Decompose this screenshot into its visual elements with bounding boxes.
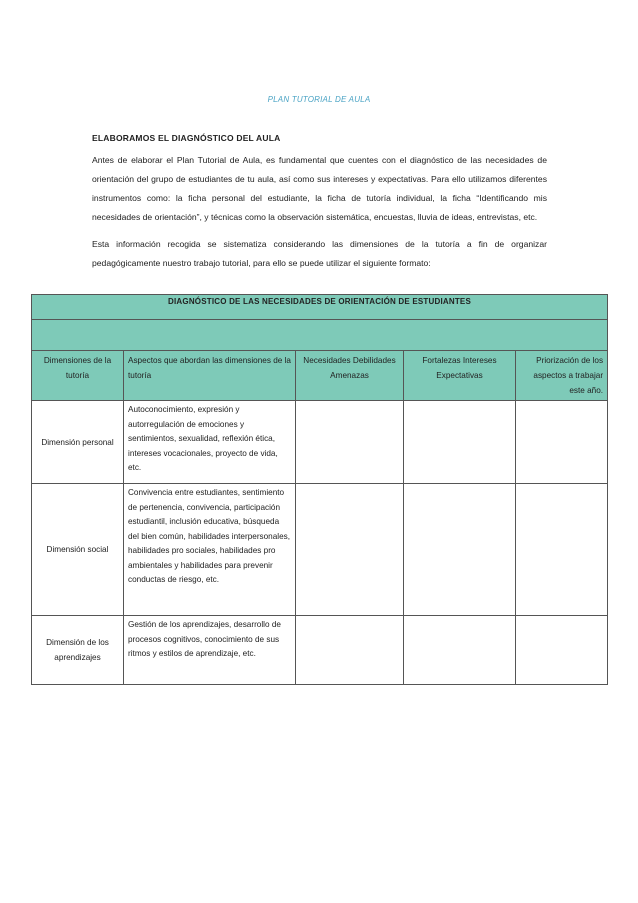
dimension-cell: Dimensión personal [32, 401, 124, 484]
format-paragraph: Esta información recogida se sistematiza considerando las dimensiones de la tutoría a fin de organizar pedagógicamente nuestro trabajo tutorial, para ello se puede utilizar el siguiente formato: [92, 239, 547, 268]
table-title: DIAGNÓSTICO DE LAS NECESIDADES DE ORIENTACIÓN DE ESTUDIANTES [32, 295, 608, 320]
table-row [32, 401, 608, 484]
aspects-cell: Autoconocimiento, expresión y autorregulación de emociones y sentimientos, sexualidad, reflexión ética, intereses vocacionales, proyecto de vida, etc. [124, 401, 296, 484]
table-blank-row [32, 320, 608, 351]
table-blank-cell [32, 320, 608, 351]
header-dimensions: Dimensiones de la tutoría [32, 351, 124, 401]
strengths-cell [404, 616, 516, 685]
strengths-cell [404, 484, 516, 616]
diagnostic-table [31, 294, 608, 685]
table-row [32, 616, 608, 685]
dimension-cell: Dimensión social [32, 484, 124, 616]
page-header-title: PLAN TUTORIAL DE AULA [267, 95, 371, 104]
needs-cell [296, 484, 404, 616]
priority-cell [516, 484, 608, 616]
priority-cell [516, 616, 608, 685]
header-strengths: Fortalezas Intereses Expectativas [404, 351, 516, 401]
needs-cell [296, 401, 404, 484]
header-aspects: Aspectos que abordan las dimensiones de la tutoría [124, 351, 296, 401]
dimension-cell: Dimensión de los aprendizajes [32, 616, 124, 685]
strengths-cell [404, 401, 516, 484]
aspects-cell: Convivencia entre estudiantes, sentimiento de pertenencia, convivencia, participación estudiantil, inclusión educativa, búsqueda del bien común, habilidades interpersonales, habilidades pro sociales, habilidades pro ambientales y habilidades para prevenir conductas de riesgo, etc. [124, 484, 296, 616]
aspects-cell: Gestión de los aprendizajes, desarrollo de procesos cognitivos, conocimiento de sus ritmos y estilos de aprendizaje, etc. [124, 616, 296, 685]
header-priority: Priorización de los aspectos a trabajar este año. [516, 351, 608, 401]
priority-cell [516, 401, 608, 484]
header-needs: Necesidades Debilidades Amenazas [296, 351, 404, 401]
table-title-row [32, 295, 608, 320]
section-title: ELABORAMOS EL DIAGNÓSTICO DEL AULA [92, 133, 281, 143]
table-row [32, 484, 608, 616]
table-header-row [32, 351, 608, 401]
intro-paragraph: Antes de elaborar el Plan Tutorial de Aula, es fundamental que cuentes con el diagnóstico de las necesidades de orientación del grupo de estudiantes de tu aula, así como sus intereses y expectativas. Para ello utilizamos diferentes instrumentos como: la ficha personal del estudiante, la ficha de tutoría individual, la ficha “Identificando mis necesidades de orientación”, y técnicas como la observación sistemática, encuestas, lluvia de ideas, entrevistas, etc. [92, 155, 547, 222]
needs-cell [296, 616, 404, 685]
